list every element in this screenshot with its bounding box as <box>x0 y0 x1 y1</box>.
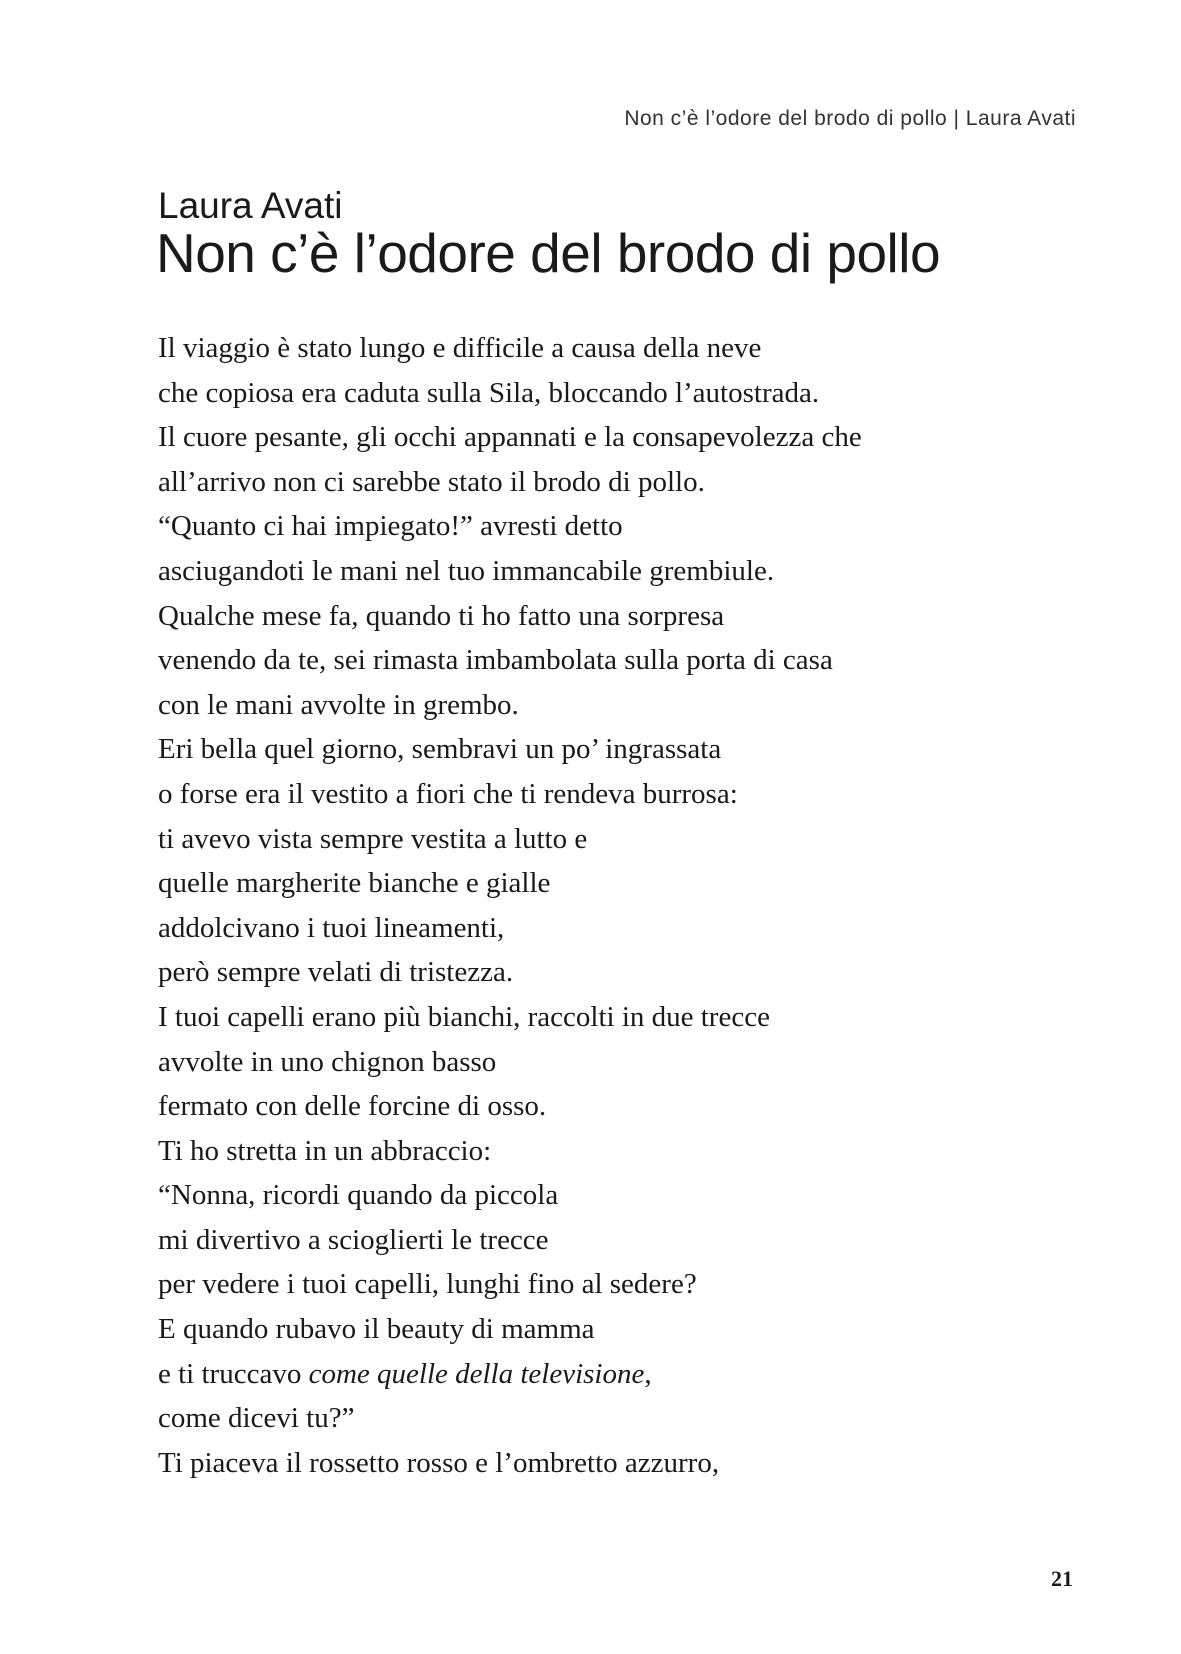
page-number: 21 <box>1051 1566 1073 1591</box>
poem-line: quelle margherite bianche e gialle <box>158 867 551 900</box>
poem-line-fragment: i <box>435 1223 444 1256</box>
poem-line: “Nonna, ricordi quando da piccola <box>158 1179 559 1212</box>
poem-line: per vedere i tuoi capelli, lunghi fino al sedere? <box>158 1268 697 1301</box>
poem-line: però sempre velati di tristezza. <box>158 956 514 989</box>
poem-line: avvolte in uno chignon basso <box>158 1045 497 1078</box>
poem-line: mi divertivo a scioglierti le trecce <box>158 1223 549 1256</box>
article-author: Laura Avati <box>158 185 343 226</box>
poem-line-suffix: , <box>644 1357 652 1390</box>
poem-line: ti avevo vista sempre vestita a lutto e <box>158 822 588 855</box>
poem-line-with-italic <box>158 1352 862 1397</box>
poem-body <box>158 326 862 1485</box>
poem-line: con le mani avvolte in grembo. <box>158 688 519 721</box>
poem-line: all’arrivo non ci sarebbe stato il brodo di pollo. <box>158 465 705 498</box>
poem-line: “Quanto ci hai impiegato!” avresti detto <box>158 510 623 543</box>
poem-line-prefix: e ti truccavo <box>158 1357 309 1390</box>
poem-line: I tuoi capelli erano più bianchi, raccolti in due trecce <box>158 1000 770 1033</box>
poem-italic-phrase: come quelle della televisione <box>308 1357 645 1390</box>
poem-line: Ti piaceva il rossetto rosso e l’ombretto azzurro, <box>158 1446 720 1479</box>
poem-line: o forse era il vestito a fiori che ti rendeva burrosa: <box>158 777 738 810</box>
poem-line: che copiosa era caduta sulla Sila, bloccando l’autostrada. <box>158 376 820 409</box>
poem-line: Eri bella quel giorno, sembravi un po’ ingrassata <box>158 733 722 766</box>
article-title: Non c’è l’odore del brodo di pollo <box>156 222 941 284</box>
poem-line: Ti ho stretta in un abbraccio: <box>158 1134 492 1167</box>
running-header: Non c’è l’odore del brodo di pollo | Laura Avati <box>624 107 1076 130</box>
poem-line: asciugandoti le mani nel tuo immancabile grembiule. <box>158 554 775 587</box>
poem-line: E quando rubavo il beauty di mamma <box>158 1313 595 1346</box>
poem-line: Qualche mese fa, quando ti ho fatto una sorpresa <box>158 599 725 632</box>
poem-line: venendo da te, sei rimasta imbambolata sulla porta di casa <box>158 644 833 677</box>
poem-line: Il viaggio è stato lungo e difficile a causa della neve <box>158 332 762 364</box>
poem-line: addolcivano i tuoi lineamenti, <box>158 911 505 944</box>
poem-line: Il cuore pesante, gli occhi appannati e la consapevolezza che <box>158 421 862 454</box>
poem-line: fermato con delle forcine di osso. <box>158 1090 547 1123</box>
poem-line: come dicevi tu?” <box>158 1402 355 1435</box>
